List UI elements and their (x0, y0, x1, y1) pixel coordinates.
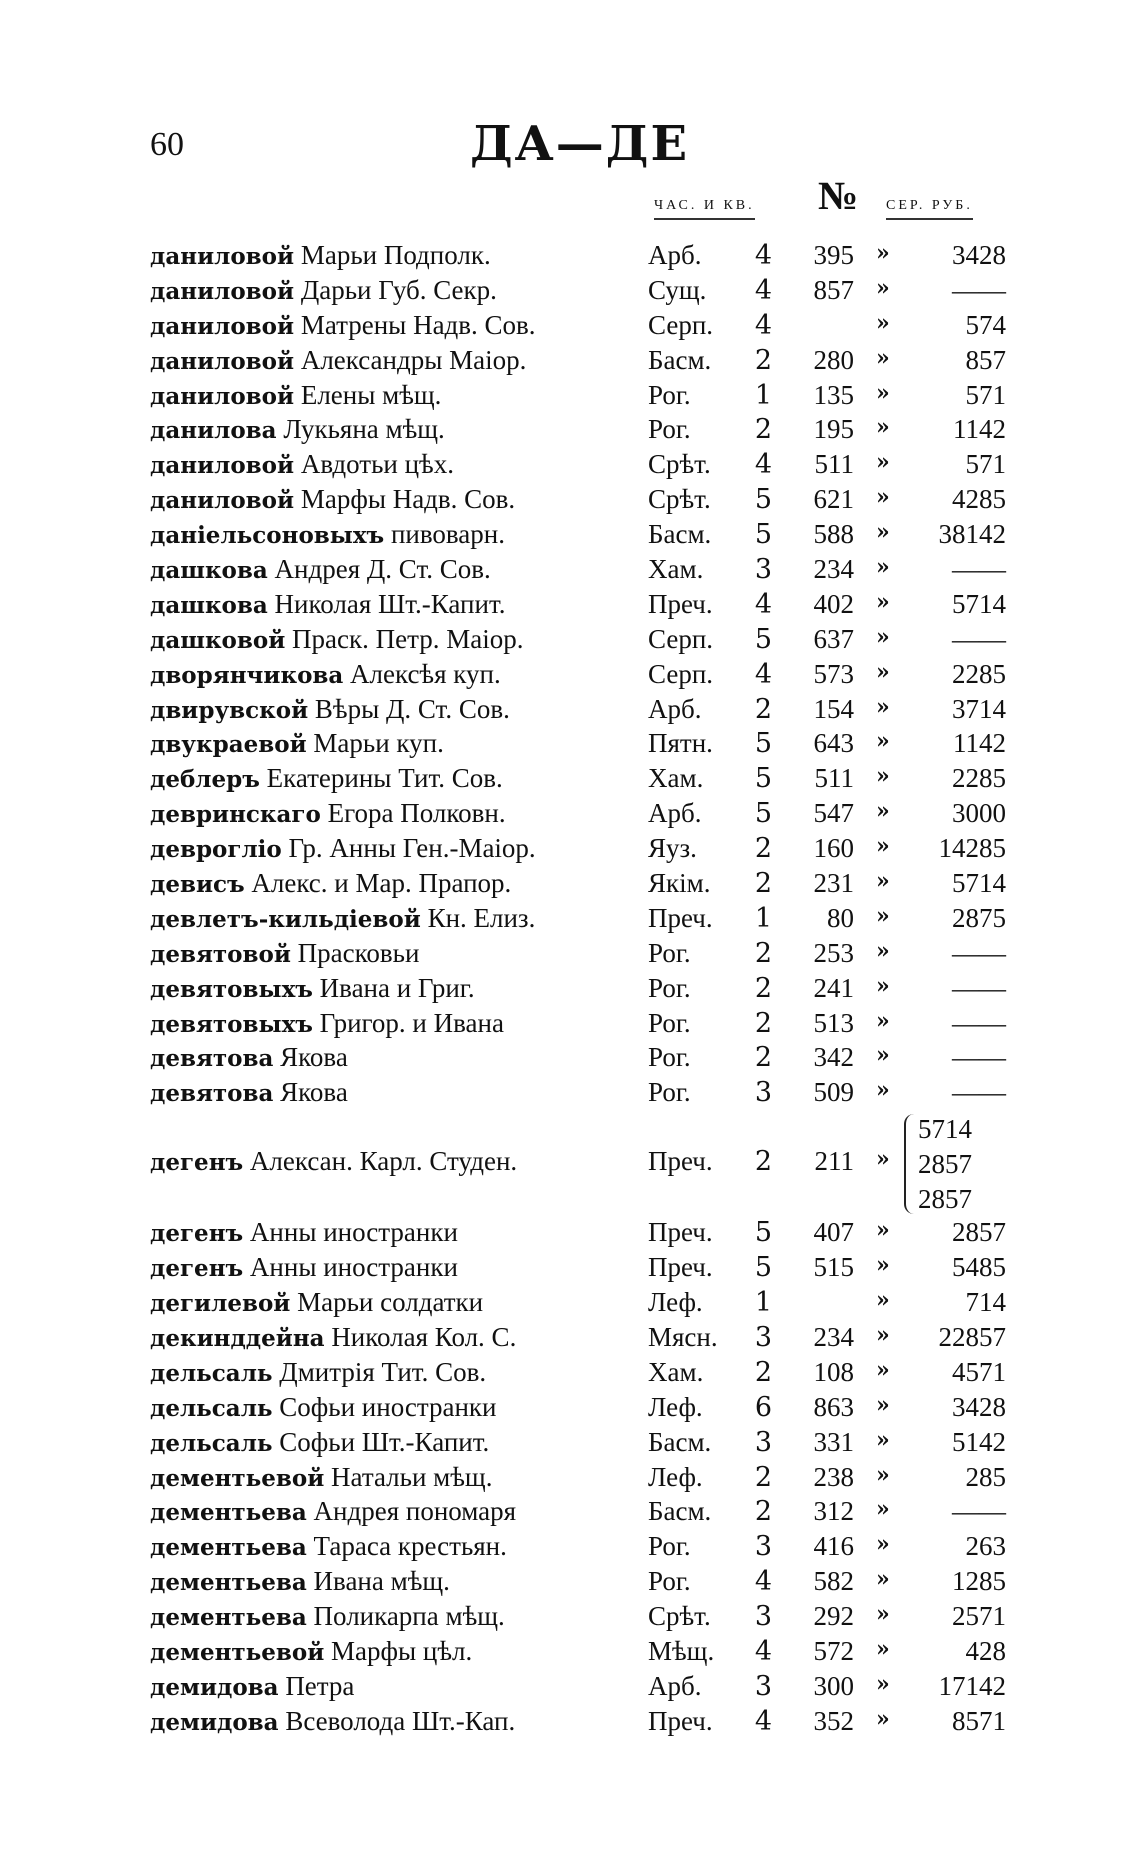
entry-part: Мясн. (648, 1321, 718, 1352)
entry-house-number: 342 (813, 1042, 854, 1073)
entry-part: Рог. (648, 379, 691, 410)
entry-quarter: 5 (754, 763, 772, 795)
entry-mark: » (876, 1321, 890, 1348)
entry-mark: » (876, 484, 890, 511)
entry-mark: » (876, 1146, 890, 1173)
entry-mark: » (876, 519, 890, 546)
entry-sum: 5714 (952, 588, 1006, 619)
entry-sum: 5485 (952, 1252, 1006, 1283)
entry-house-number: 513 (813, 1007, 854, 1038)
column-header-silver-rubles: СЕР. РУБ. (886, 198, 973, 220)
entry-mark: » (876, 833, 890, 860)
entry-quarter: 5 (754, 728, 772, 760)
entry-quarter: 2 (754, 1461, 772, 1493)
entry-part: Арб. (648, 240, 702, 270)
entry-house-number: 231 (813, 868, 854, 899)
entry-quarter: 4 (754, 658, 772, 690)
entry-part: Хам. (648, 554, 704, 585)
entry-name: деблеръ Екатерины Тит. Сов. (150, 763, 503, 794)
entry-part: Рог. (648, 1531, 691, 1562)
entry-house-number: 253 (813, 937, 854, 968)
entry-quarter: 1 (754, 379, 772, 411)
entry-sum: —— (952, 1077, 1006, 1108)
entry-sum: 3428 (952, 1391, 1006, 1422)
entry-house-number: 588 (813, 519, 854, 550)
entry-name: даниловой Александры Маіор. (150, 344, 527, 375)
entry-quarter: 4 (754, 1566, 772, 1598)
entry-house-number: 582 (813, 1566, 854, 1597)
entry-house-number: 572 (813, 1635, 854, 1666)
entry-sum: —— (952, 972, 1006, 1003)
entry-mark: » (876, 1217, 890, 1244)
entry-part: Басм. (648, 519, 712, 550)
entry-house-number: 643 (813, 728, 854, 759)
entry-house-number: 857 (813, 274, 854, 305)
entry-mark: » (876, 798, 890, 825)
entry-part: Серп. (648, 309, 714, 340)
entry-row (0, 589, 1140, 624)
entry-quarter: 2 (754, 1356, 772, 1388)
entry-quarter: 5 (754, 1217, 772, 1249)
entry-house-number: 637 (813, 623, 854, 654)
entry-house-number: 154 (813, 693, 854, 724)
entry-quarter: 4 (754, 240, 772, 271)
entry-name: девятовыхъ Ивана и Григ. (150, 972, 475, 1003)
entry-quarter: 4 (754, 309, 772, 341)
entry-name: дегенъ Анны иностранки (150, 1252, 458, 1283)
entry-sum: —— (952, 1007, 1006, 1038)
entry-sum: 4285 (952, 484, 1006, 515)
entry-quarter: 2 (754, 937, 772, 969)
entry-row (0, 1112, 1140, 1217)
entry-sum: 3000 (952, 798, 1006, 829)
entry-row (0, 1392, 1140, 1427)
entry-sum: 2857 (918, 1149, 972, 1180)
entry-row (0, 938, 1140, 973)
entry-quarter: 2 (754, 833, 772, 865)
entry-name: даниловой Авдотьи цѣх. (150, 449, 454, 480)
entry-row (0, 1287, 1140, 1322)
entry-name: даниловой Матрены Надв. Сов. (150, 309, 536, 340)
entry-mark: » (876, 763, 890, 790)
entry-row (0, 310, 1140, 345)
entry-name: дашкова Николая Шт.-Капит. (150, 588, 506, 619)
entry-mark: » (876, 1426, 890, 1453)
entry-name: демидова Всеволода Шт.-Кап. (150, 1705, 516, 1736)
entry-part: Рог. (648, 937, 691, 968)
entry-row (0, 275, 1140, 310)
entry-quarter: 6 (754, 1391, 772, 1423)
entry-name: двирувской Вѣры Д. Ст. Сов. (150, 693, 510, 724)
entry-part: Леф. (648, 1287, 703, 1318)
entry-part: Сущ. (648, 274, 707, 305)
entry-sum: 571 (965, 379, 1006, 410)
entry-name: дворянчикова Алексѣя куп. (150, 658, 501, 689)
entry-row (0, 973, 1140, 1008)
entry-mark: » (876, 937, 890, 964)
entry-name: дельсаль Софьи иностранки (150, 1391, 497, 1422)
entry-name: даниловой Марьи Подполк. (150, 240, 491, 270)
entry-sum: 714 (965, 1287, 1006, 1318)
entry-house-number: 331 (813, 1426, 854, 1457)
entry-part: Срѣт. (648, 449, 711, 480)
entry-sum: —— (952, 554, 1006, 585)
entry-part: Серп. (648, 623, 714, 654)
entry-mark: » (876, 414, 890, 441)
entry-sum: 2571 (952, 1601, 1006, 1632)
entry-quarter: 4 (754, 274, 772, 306)
entry-part: Леф. (648, 1461, 703, 1492)
entry-quarter: 4 (754, 1635, 772, 1667)
entry-house-number: 509 (813, 1077, 854, 1108)
entry-row (0, 240, 1140, 275)
entry-sum: 1142 (953, 728, 1006, 759)
entry-sum: 2857 (952, 1217, 1006, 1248)
entry-house-number: 195 (813, 414, 854, 445)
entry-mark: » (876, 623, 890, 650)
entry-house-number: 395 (813, 240, 854, 270)
entry-quarter: 3 (754, 554, 772, 586)
entry-row (0, 1671, 1140, 1706)
entry-quarter: 5 (754, 1252, 772, 1284)
entry-mark: » (876, 1670, 890, 1697)
entry-name: дементьева Ивана мѣщ. (150, 1566, 450, 1597)
entry-row (0, 380, 1140, 415)
entry-house-number: 234 (813, 1321, 854, 1352)
entry-mark: » (876, 1566, 890, 1593)
entry-quarter: 2 (754, 1146, 772, 1178)
entry-part: Преч. (648, 1217, 713, 1248)
entry-sum: 2285 (952, 658, 1006, 689)
entry-mark: » (876, 449, 890, 476)
entry-name: дегенъ Алексан. Карл. Студен. (150, 1146, 518, 1177)
entry-quarter: 4 (754, 1705, 772, 1737)
entry-part: Срѣт. (648, 484, 711, 515)
entry-row (0, 1601, 1140, 1636)
entry-mark: » (876, 1705, 890, 1732)
entry-name: дементьевой Марфы цѣл. (150, 1635, 473, 1666)
entry-mark: » (876, 309, 890, 336)
entry-part: Арб. (648, 693, 702, 724)
entry-house-number: 416 (813, 1531, 854, 1562)
entry-row (0, 1252, 1140, 1287)
entry-sum: 571 (965, 449, 1006, 480)
entry-row (0, 449, 1140, 484)
entry-part: Хам. (648, 1356, 704, 1387)
entry-quarter: 3 (754, 1321, 772, 1353)
entry-mark: » (876, 728, 890, 755)
entry-mark: » (876, 1007, 890, 1034)
entry-row (0, 728, 1140, 763)
entry-part: Преч. (648, 902, 713, 933)
entry-mark: » (876, 658, 890, 685)
entry-part: Леф. (648, 1391, 703, 1422)
entry-part: Арб. (648, 1670, 702, 1701)
entry-mark: » (876, 1461, 890, 1488)
entry-sum: 8571 (952, 1705, 1006, 1736)
entry-sum: 3428 (952, 240, 1006, 270)
entry-mark: » (876, 902, 890, 929)
entry-quarter: 4 (754, 449, 772, 481)
entry-sum: 5714 (952, 868, 1006, 899)
entry-quarter: 4 (754, 588, 772, 620)
entry-sum: 2857 (918, 1184, 972, 1215)
entry-house-number: 234 (813, 554, 854, 585)
entry-part: Якім. (648, 868, 711, 899)
entry-mark: » (876, 379, 890, 406)
entry-quarter: 5 (754, 519, 772, 551)
entry-quarter: 2 (754, 1496, 772, 1528)
entry-mark: » (876, 1531, 890, 1558)
entry-house-number: 160 (813, 833, 854, 864)
entry-quarter: 3 (754, 1670, 772, 1702)
entry-part: Преч. (648, 588, 713, 619)
entry-name: даниловой Дарьи Губ. Секр. (150, 274, 497, 305)
entry-sum: 22857 (938, 1321, 1006, 1352)
entry-sum: 38142 (938, 519, 1006, 550)
entry-row (0, 694, 1140, 729)
entry-house-number: 312 (813, 1496, 854, 1527)
entry-sum: 5142 (952, 1426, 1006, 1457)
entry-quarter: 5 (754, 798, 772, 830)
entry-part: Мѣщ. (648, 1635, 715, 1666)
entry-mark: » (876, 1252, 890, 1279)
entry-row (0, 868, 1140, 903)
entry-quarter: 3 (754, 1426, 772, 1458)
entry-quarter: 2 (754, 344, 772, 376)
entry-mark: » (876, 1601, 890, 1628)
entry-mark: » (876, 1042, 890, 1069)
entry-name: девятова Якова (150, 1042, 348, 1073)
entry-part: Басм. (648, 1496, 712, 1527)
entry-sum: 1142 (953, 414, 1006, 445)
entry-part: Басм. (648, 344, 712, 375)
entry-house-number: 135 (813, 379, 854, 410)
entry-quarter: 2 (754, 1007, 772, 1039)
entry-name: дельсаль Софьи Шт.-Капит. (150, 1426, 490, 1457)
page-number: 60 (150, 126, 184, 163)
entry-row (0, 903, 1140, 938)
entry-row (0, 1706, 1140, 1741)
entry-row (0, 484, 1140, 519)
entry-house-number: 280 (813, 344, 854, 375)
entry-quarter: 3 (754, 1601, 772, 1633)
entry-name: даниловой Марфы Надв. Сов. (150, 484, 516, 515)
entry-house-number: 238 (813, 1461, 854, 1492)
entry-name: девринскаго Егора Полковн. (150, 798, 506, 829)
entry-house-number: 621 (813, 484, 854, 515)
entry-mark: » (876, 693, 890, 720)
entry-part: Рог. (648, 1042, 691, 1073)
entry-row (0, 1008, 1140, 1043)
entry-part: Рог. (648, 972, 691, 1003)
entry-quarter: 5 (754, 484, 772, 516)
entry-sum: 1285 (952, 1566, 1006, 1597)
entry-house-number: 573 (813, 658, 854, 689)
entry-name: девисъ Алекс. и Мар. Прапор. (150, 868, 512, 899)
entry-sum: 2285 (952, 763, 1006, 794)
entry-row (0, 763, 1140, 798)
entry-name: двукраевой Марьи куп. (150, 728, 444, 759)
entry-mark: » (876, 1356, 890, 1383)
entry-part: Рог. (648, 1007, 691, 1038)
entry-name: дегенъ Анны иностранки (150, 1217, 458, 1248)
entry-house-number: 511 (814, 449, 854, 480)
entry-house-number: 292 (813, 1601, 854, 1632)
entry-house-number: 402 (813, 588, 854, 619)
entry-sum-group (918, 1112, 1008, 1217)
entry-row (0, 1322, 1140, 1357)
entry-sum: 428 (965, 1635, 1006, 1666)
entry-quarter: 5 (754, 623, 772, 655)
entry-sum: 285 (965, 1461, 1006, 1492)
entry-row (0, 1462, 1140, 1497)
entry-part: Срѣт. (648, 1601, 711, 1632)
entry-part: Рог. (648, 1566, 691, 1597)
entry-sum: —— (952, 1042, 1006, 1073)
entry-quarter: 2 (754, 693, 772, 725)
entry-name: демидова Петра (150, 1670, 355, 1701)
entry-row (0, 1427, 1140, 1462)
entry-name: декинддейна Николая Кол. С. (150, 1321, 517, 1352)
entry-mark: » (876, 588, 890, 615)
entry-mark: » (876, 1391, 890, 1418)
entry-mark: » (876, 1077, 890, 1104)
entry-house-number: 108 (813, 1356, 854, 1387)
entry-row (0, 1566, 1140, 1601)
entry-row (0, 1636, 1140, 1671)
entry-sum: —— (952, 1496, 1006, 1527)
entry-part: Преч. (648, 1146, 713, 1177)
entry-mark: » (876, 274, 890, 301)
entry-house-number: 407 (813, 1217, 854, 1248)
entry-house-number: 211 (814, 1146, 854, 1177)
entry-row (0, 1496, 1140, 1531)
entry-mark: » (876, 344, 890, 371)
entry-sum: 4571 (952, 1356, 1006, 1387)
entry-sum: 3714 (952, 693, 1006, 724)
entry-row (0, 1217, 1140, 1252)
entry-mark: » (876, 1287, 890, 1314)
entry-mark: » (876, 868, 890, 895)
entry-quarter: 1 (754, 1287, 772, 1319)
entries-list (0, 240, 1140, 1741)
running-head: ДА—ДЕ (470, 116, 690, 172)
entry-quarter: 2 (754, 414, 772, 446)
entry-sum: 14285 (938, 833, 1006, 864)
entry-mark: » (876, 972, 890, 999)
entry-part: Рог. (648, 1077, 691, 1108)
entry-name: дельсаль Дмитрія Тит. Сов. (150, 1356, 487, 1387)
entry-part: Хам. (648, 763, 704, 794)
entry-mark: » (876, 1496, 890, 1523)
entry-sum: 5714 (918, 1114, 972, 1145)
entry-row (0, 1042, 1140, 1077)
entry-row (0, 1077, 1140, 1112)
entry-part: Арб. (648, 798, 702, 829)
entry-mark: » (876, 1635, 890, 1662)
entry-sum: —— (952, 623, 1006, 654)
entry-quarter: 2 (754, 972, 772, 1004)
entry-row (0, 414, 1140, 449)
entry-row (0, 554, 1140, 589)
entry-sum: 2875 (952, 902, 1006, 933)
entry-sum: —— (952, 937, 1006, 968)
entry-part: Преч. (648, 1705, 713, 1736)
entry-name: девятовыхъ Григор. и Ивана (150, 1007, 504, 1038)
entry-name: дементьевой Натальи мѣщ. (150, 1461, 493, 1492)
entry-name: девятова Якова (150, 1077, 348, 1108)
entry-house-number: 511 (814, 763, 854, 794)
entry-quarter: 2 (754, 868, 772, 900)
entry-sum: 857 (965, 344, 1006, 375)
entry-part: Яуз. (648, 833, 697, 864)
entry-sum: 574 (965, 309, 1006, 340)
entry-house-number: 547 (813, 798, 854, 829)
entry-house-number: 515 (813, 1252, 854, 1283)
entry-row (0, 833, 1140, 868)
entry-quarter: 1 (754, 902, 772, 934)
entry-name: дашковой Праск. Петр. Маіор. (150, 623, 524, 654)
entry-house-number: 300 (813, 1670, 854, 1701)
entry-house-number: 80 (827, 902, 854, 933)
entry-sum: 263 (965, 1531, 1006, 1562)
entry-row (0, 659, 1140, 694)
entry-part: Серп. (648, 658, 714, 689)
entry-name: дашкова Андрея Д. Ст. Сов. (150, 554, 491, 585)
entry-name: дегилевой Марьи солдатки (150, 1287, 484, 1318)
entry-quarter: 3 (754, 1077, 772, 1109)
entry-part: Басм. (648, 1426, 712, 1457)
entry-part: Рог. (648, 414, 691, 445)
entry-name: деврогліо Гр. Анны Ген.-Маіор. (150, 833, 536, 864)
entry-name: даниловой Елены мѣщ. (150, 379, 442, 410)
entry-name: дементьева Андрея пономаря (150, 1496, 517, 1527)
entry-name: девятовой Прасковьи (150, 937, 420, 968)
entry-house-number: 241 (813, 972, 854, 1003)
entry-row (0, 345, 1140, 380)
entry-part: Преч. (648, 1252, 713, 1283)
entry-row (0, 1357, 1140, 1392)
entry-row (0, 624, 1140, 659)
entry-name: дементьева Тараса крестьян. (150, 1531, 507, 1562)
entry-sum: 17142 (938, 1670, 1006, 1701)
entry-mark: » (876, 554, 890, 581)
entry-row (0, 798, 1140, 833)
entry-name: данилова Лукьяна мѣщ. (150, 414, 445, 445)
entry-row (0, 1531, 1140, 1566)
entry-quarter: 2 (754, 1042, 772, 1074)
column-header-part-quarter: ЧАС. И КВ. (654, 198, 755, 220)
entry-mark: » (876, 240, 890, 266)
entry-house-number: 352 (813, 1705, 854, 1736)
entry-name: девлетъ-кильдіевой Кн. Елиз. (150, 902, 536, 933)
column-header-number: № (818, 173, 859, 218)
entry-house-number: 863 (813, 1391, 854, 1422)
entry-quarter: 3 (754, 1531, 772, 1563)
entry-part: Пятн. (648, 728, 713, 759)
entry-name: даніельсоновыхъ пивоварн. (150, 519, 505, 550)
entry-name: дементьева Поликарпа мѣщ. (150, 1601, 505, 1632)
entry-row (0, 519, 1140, 554)
entry-sum: —— (952, 274, 1006, 305)
